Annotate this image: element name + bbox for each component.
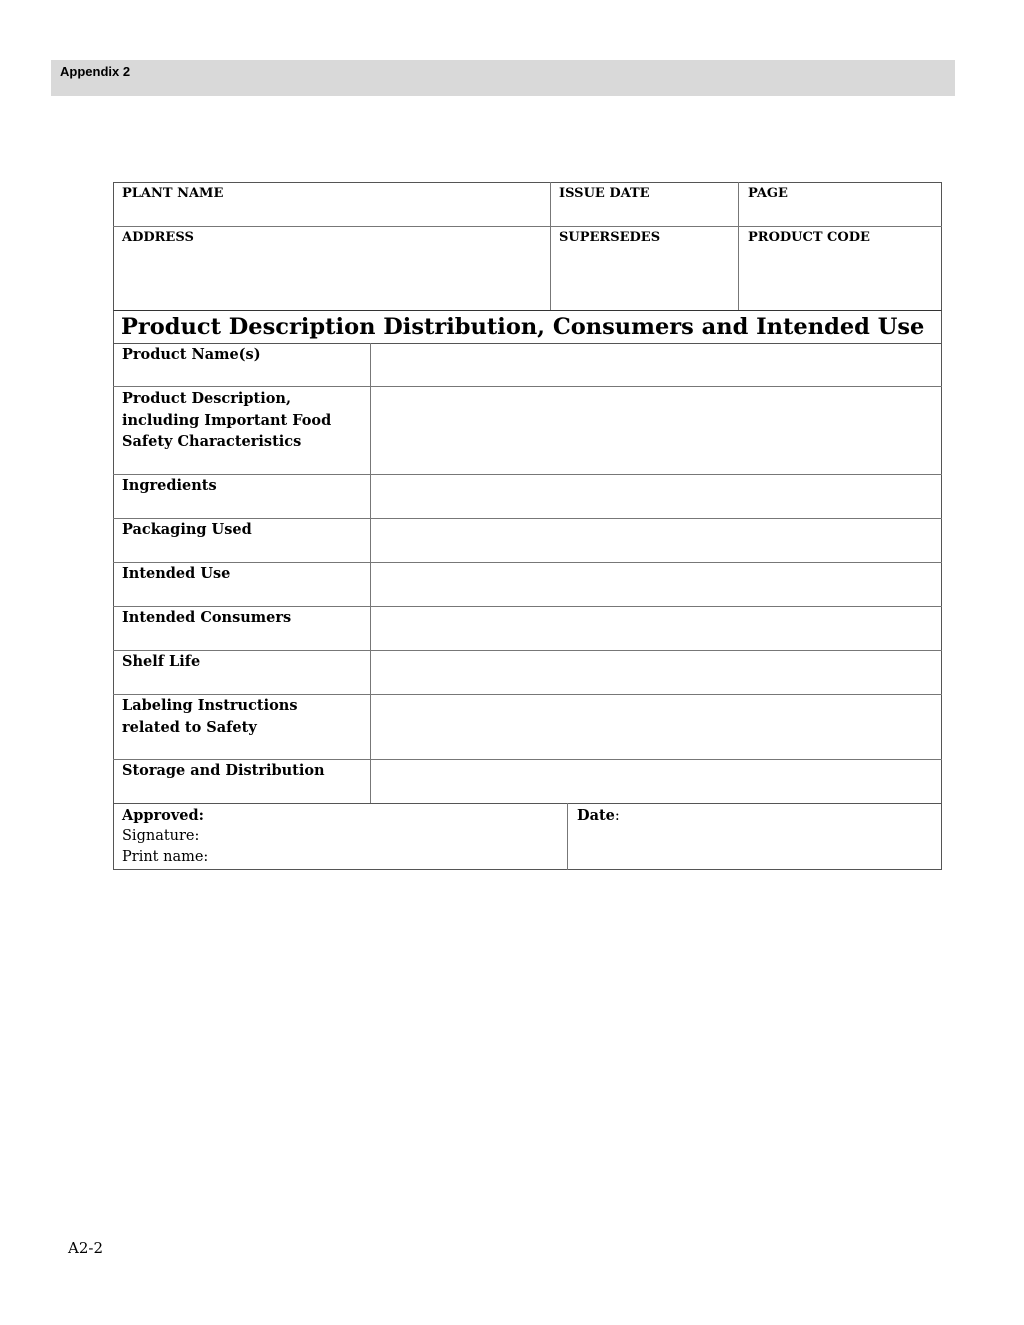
form-header-table [113,182,942,311]
print-name-label: Print name: [122,849,209,865]
form-title: Product Description Distribution, Consumers and Intended Use [121,314,925,340]
date-label [577,805,620,828]
appendix-label: Appendix 2 [60,64,131,79]
row-label-product-names: Product Name(s) [122,346,261,363]
row-label-intended-consumers: Intended Consumers [122,609,292,626]
ingredients-field[interactable] [371,475,941,518]
intended-use-field[interactable] [371,563,941,606]
page-number: A2-2 [68,1239,103,1257]
row-label-packaging-used: Packaging Used [122,521,252,538]
row-label-storage-distribution: Storage and Distribution [122,762,325,779]
row-label-ingredients: Ingredients [122,477,217,494]
page-label: PAGE [748,186,788,201]
plant-name-label: PLANT NAME [122,186,224,201]
row-label-labeling-instructions: Labeling Instructions related to Safety [122,697,298,736]
approved-label: Approved: [122,807,204,824]
date-colon: : [614,808,620,824]
signature-label: Signature: [122,828,200,844]
product-description-field[interactable] [371,387,941,474]
storage-distribution-field[interactable] [371,760,941,803]
issue-date-label: ISSUE DATE [559,186,650,201]
row-label-product-description: Product Description, including Important Food Safety Characteristics [122,390,332,450]
packaging-used-field[interactable] [371,519,941,562]
appendix-header-band [51,60,955,96]
row-label-intended-use: Intended Use [122,565,231,582]
product-code-label: PRODUCT CODE [748,230,870,245]
supersedes-label: SUPERSEDES [559,230,661,245]
intended-consumers-field[interactable] [371,607,941,650]
row-label-shelf-life: Shelf Life [122,653,201,670]
approval-table [113,803,942,870]
shelf-life-field[interactable] [371,651,941,694]
address-label: ADDRESS [122,230,194,245]
product-names-field[interactable] [371,344,941,386]
date-label-text: Date [577,807,615,824]
labeling-instructions-field[interactable] [371,695,941,759]
